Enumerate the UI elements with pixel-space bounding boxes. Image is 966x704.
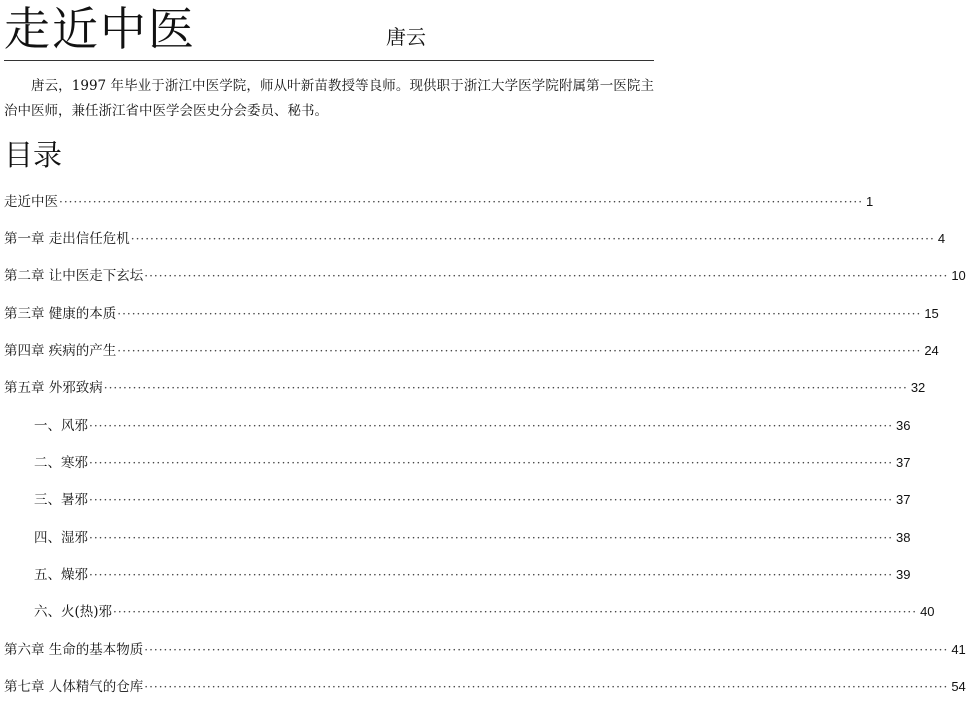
- toc-dot-leader: ·······································································································································································: [89, 456, 894, 470]
- toc-entry-label: 二、寒邪: [34, 455, 88, 471]
- toc-entry-page: 39: [896, 567, 911, 582]
- toc-entry[interactable]: [4, 229, 946, 249]
- toc-entry-page: 4: [937, 231, 946, 246]
- toc-entry[interactable]: [4, 266, 966, 286]
- toc-entry-label: 第一章 走出信任危机: [4, 231, 130, 247]
- toc-entry-page: 54: [951, 679, 966, 694]
- toc-dot-leader: ·······································································································································································: [117, 307, 922, 321]
- toc-entry[interactable]: [4, 192, 874, 212]
- toc-heading: 目录: [4, 138, 63, 172]
- toc-dot-leader: ·······································································································································································: [117, 344, 922, 358]
- toc-entry-label: 第四章 疾病的产生: [4, 343, 117, 359]
- toc-entry-page: 38: [896, 530, 911, 545]
- document-title: 走近中医: [4, 2, 196, 56]
- toc-dot-leader: ·······································································································································································: [89, 531, 894, 545]
- toc-subentry[interactable]: [34, 565, 911, 585]
- toc-entry-label: 第二章 让中医走下玄坛: [4, 268, 144, 284]
- toc-entry-label: 六、火(热)邪: [34, 604, 113, 620]
- toc-subentry[interactable]: [34, 416, 911, 436]
- toc-entry-page: 32: [910, 380, 926, 395]
- toc-subentry[interactable]: [34, 490, 911, 510]
- toc-entry-label: 第六章 生命的基本物质: [4, 642, 144, 658]
- toc-entry-page: 37: [896, 455, 911, 470]
- toc-dot-leader: ·······································································································································································: [89, 493, 894, 507]
- toc-entry-label: 走近中医: [4, 194, 58, 210]
- toc-entry-label: 一、风邪: [34, 418, 88, 434]
- toc-entry-label: 五、燥邪: [34, 567, 88, 583]
- toc-entry[interactable]: [4, 378, 926, 398]
- toc-subentry[interactable]: [34, 528, 911, 548]
- toc-dot-leader: ·······································································································································································: [89, 568, 894, 582]
- toc-entry[interactable]: [4, 677, 966, 697]
- toc-subentry[interactable]: [34, 453, 911, 473]
- toc-entry-label: 四、湿邪: [34, 530, 88, 546]
- toc-subentry[interactable]: [34, 602, 935, 622]
- toc-entry[interactable]: [4, 640, 966, 660]
- toc-entry-page: 37: [896, 492, 911, 507]
- toc-entry-label: 第五章 外邪致病: [4, 380, 103, 396]
- author-intro-paragraph: 唐云，1997 年毕业于浙江中医学院，师从叶新苗教授等良师。现供职于浙江大学医学院附属第一医院主治中医师，兼任浙江省中医学会医史分会委员、秘书。: [4, 78, 654, 119]
- toc-dot-leader: ·······································································································································································: [144, 680, 949, 694]
- toc-entry-page: 10: [951, 268, 966, 283]
- toc-entry-page: 1: [866, 194, 874, 209]
- toc-entry-label: 第三章 健康的本质: [4, 306, 117, 322]
- toc-dot-leader: ·······································································································································································: [59, 195, 864, 209]
- toc-entry-page: 24: [924, 343, 939, 358]
- toc-dot-leader: ·······································································································································································: [144, 269, 949, 283]
- toc-dot-leader: ·······································································································································································: [130, 232, 935, 246]
- toc-entry-label: 三、暑邪: [34, 492, 88, 508]
- toc-dot-leader: ·······································································································································································: [144, 643, 949, 657]
- toc-entry[interactable]: [4, 341, 939, 361]
- title-underline: [4, 60, 654, 61]
- toc-dot-leader: ·······································································································································································: [103, 381, 908, 395]
- toc-dot-leader: ·······································································································································································: [89, 419, 894, 433]
- toc-dot-leader: ·······································································································································································: [113, 605, 918, 619]
- toc-entry-page: 15: [924, 306, 939, 321]
- toc-entry-page: 41: [951, 642, 966, 657]
- toc-entry-label: 第七章 人体精气的仓库: [4, 679, 144, 695]
- author-name: 唐云: [386, 25, 426, 49]
- toc-entry[interactable]: [4, 304, 939, 324]
- toc-entry-page: 36: [896, 418, 911, 433]
- toc-entry-page: 40: [920, 604, 935, 619]
